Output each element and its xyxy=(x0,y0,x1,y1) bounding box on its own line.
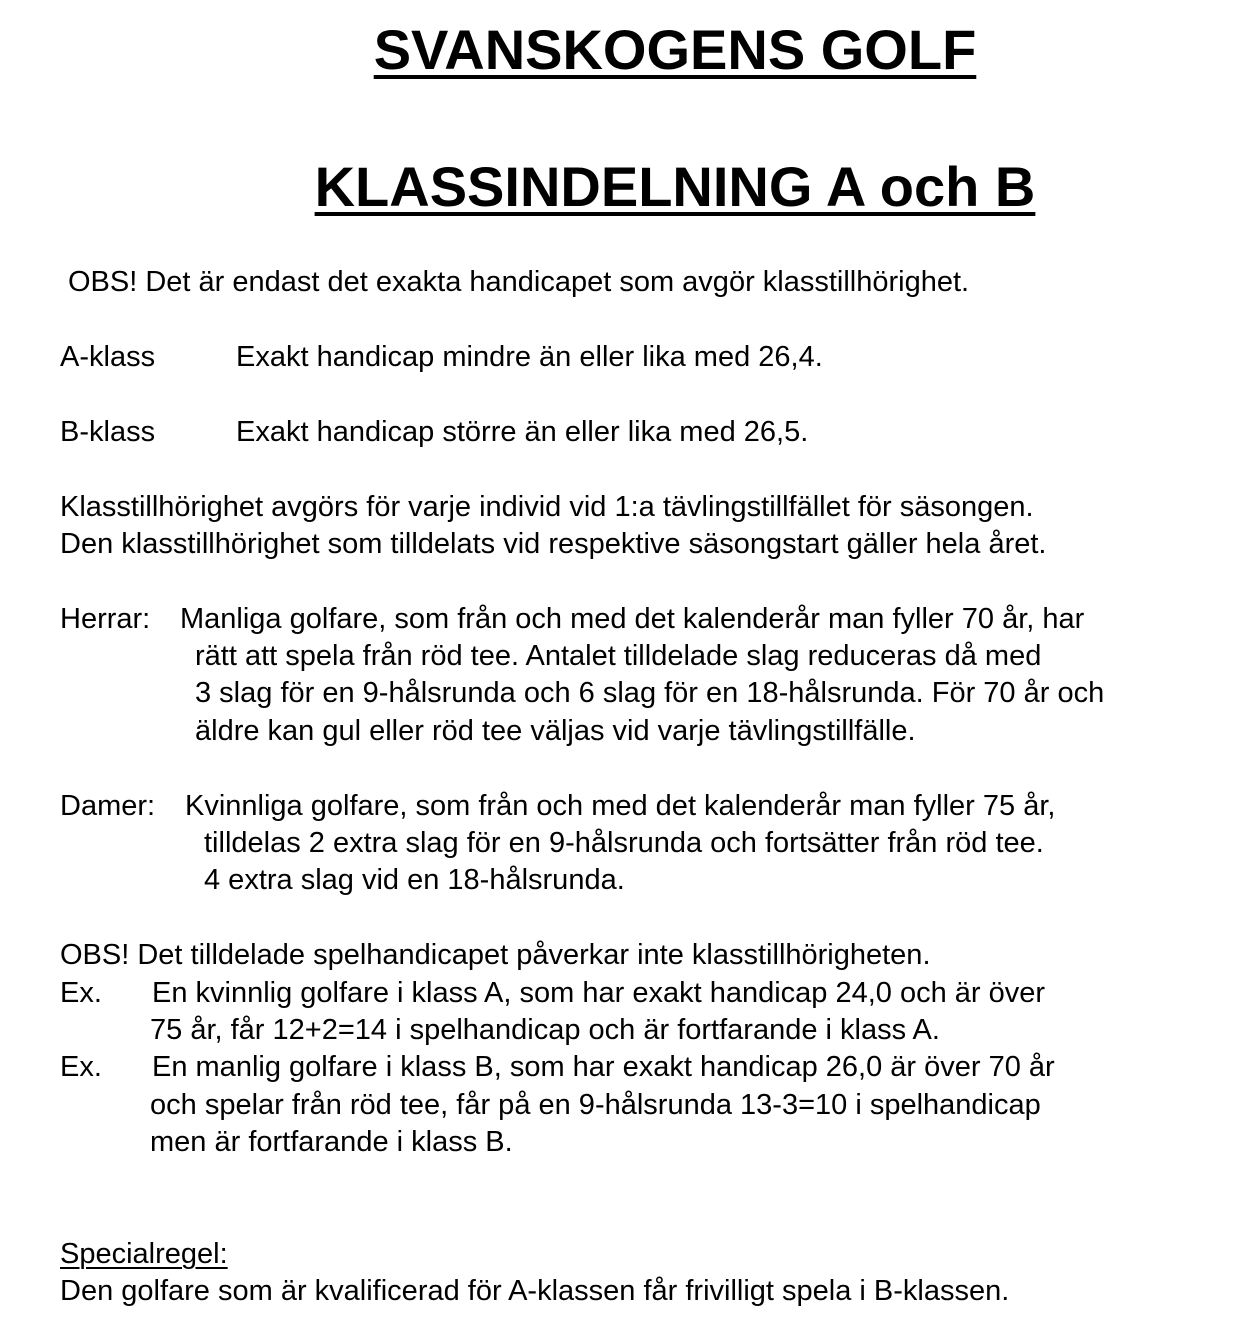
page-title: SVANSKOGENS GOLF xyxy=(373,18,977,81)
special-rule-heading: Specialregel: xyxy=(60,1238,228,1270)
example-2-line-3: men är fortfarande i klass B. xyxy=(150,1126,513,1158)
class-b-text: Exakt handicap större än eller lika med 26,5. xyxy=(236,416,809,448)
damer-line-1: Kvinnliga golfare, som från och med det kalenderår man fyller 75 år, xyxy=(185,790,1056,822)
obs-intro: OBS! Det är endast det exakta handicapet som avgör klasstillhörighet. xyxy=(68,266,970,298)
example-2-line-2: och spelar från röd tee, får på en 9-hålsrunda 13-3=10 i spelhandicap xyxy=(150,1089,1041,1121)
example-1-line-2: 75 år, får 12+2=14 i spelhandicap och är fortfarande i klass A. xyxy=(150,1014,940,1046)
example-1-label: Ex. xyxy=(60,977,102,1009)
herrar-line-1: Manliga golfare, som från och med det kalenderår man fyller 70 år, har xyxy=(180,603,1085,635)
example-2-label: Ex. xyxy=(60,1051,102,1083)
class-a-text: Exakt handicap mindre än eller lika med 26,4. xyxy=(236,341,823,373)
class-paragraph-line-1: Klasstillhörighet avgörs för varje individ vid 1:a tävlingstillfället för säsongen. xyxy=(60,491,1034,523)
class-a-label: A-klass xyxy=(60,341,156,373)
page-subtitle: KLASSINDELNING A och B xyxy=(314,155,1036,218)
class-paragraph-line-2: Den klasstillhörighet som tilldelats vid respektive säsongstart gäller hela året. xyxy=(60,528,1047,560)
example-1-line-1: En kvinnlig golfare i klass A, som har exakt handicap 24,0 och är över xyxy=(152,977,1046,1009)
class-b-label: B-klass xyxy=(60,416,156,448)
obs-note: OBS! Det tilldelade spelhandicapet påverkar inte klasstillhörigheten. xyxy=(60,939,931,971)
damer-line-2: tilldelas 2 extra slag för en 9-hålsrunda och fortsätter från röd tee. xyxy=(204,827,1044,859)
herrar-line-3: 3 slag för en 9-hålsrunda och 6 slag för en 18-hålsrunda. För 70 år och xyxy=(195,677,1105,709)
herrar-line-4: äldre kan gul eller röd tee väljas vid varje tävlingstillfälle. xyxy=(195,715,916,747)
example-2-line-1: En manlig golfare i klass B, som har exakt handicap 26,0 är över 70 år xyxy=(152,1051,1055,1083)
damer-label: Damer: xyxy=(60,790,156,822)
herrar-label: Herrar: xyxy=(60,603,151,635)
herrar-line-2: rätt att spela från röd tee. Antalet tilldelade slag reduceras då med xyxy=(195,640,1042,672)
damer-line-3: 4 extra slag vid en 18-hålsrunda. xyxy=(204,864,625,896)
special-rule-text: Den golfare som är kvalificerad för A-klassen får frivilligt spela i B-klassen. xyxy=(60,1275,1010,1307)
